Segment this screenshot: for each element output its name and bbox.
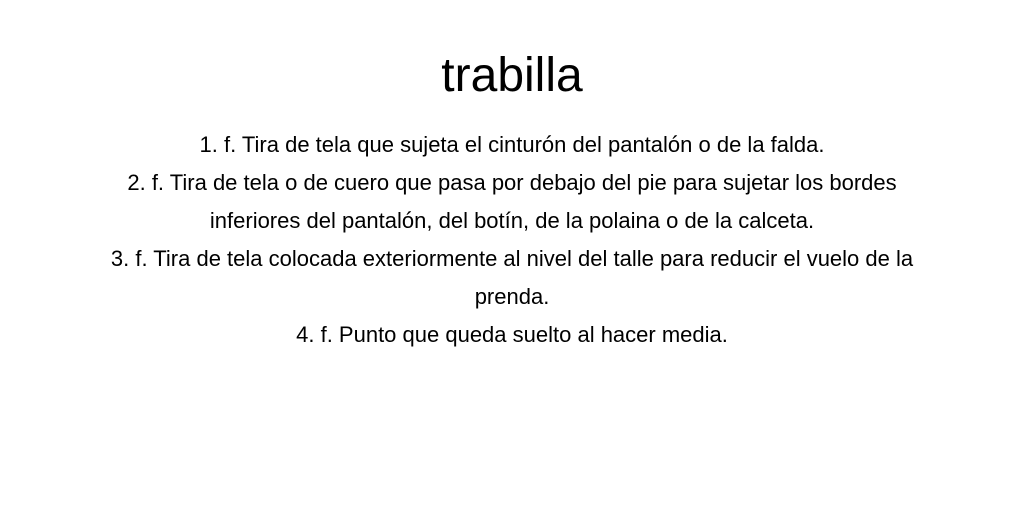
definition-item-2: 2. f. Tira de tela o de cuero que pasa por debajo del pie para sujetar los bordes inferiores del pantalón, del botín, de la polaina o de la calceta. (127, 170, 897, 233)
definition-item-3: 3. f. Tira de tela colocada exteriormente al nivel del talle para reducir el vuelo de la prenda. (110, 246, 914, 309)
definitions-list (100, 126, 924, 354)
entry-term-title: trabilla (441, 49, 583, 102)
definition-item-4: 4. f. Punto que queda suelto al hacer media. (296, 322, 728, 347)
definition-item-1: 1. f. Tira de tela que sujeta el cinturón del pantalón o de la falda. (199, 132, 825, 157)
